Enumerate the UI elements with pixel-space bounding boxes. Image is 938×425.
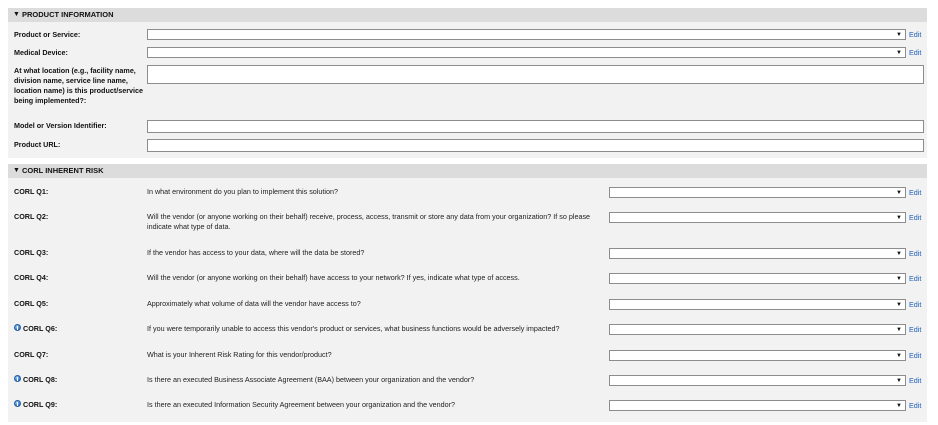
corl-q5-select[interactable] — [609, 299, 906, 310]
corl-q7-select[interactable] — [609, 350, 906, 361]
corl-q5-label: CORL Q5: — [14, 299, 49, 308]
corl-q5-text: Approximately what volume of data will the vendor have access to? — [147, 299, 361, 308]
corl-inherent-risk-title: CORL INHERENT RISK — [22, 166, 104, 175]
chevron-down-icon: ▼ — [896, 32, 902, 38]
product-or-service-edit-link[interactable]: Edit — [909, 30, 922, 39]
chevron-down-icon: ▼ — [896, 327, 902, 333]
corl-q3-text: If the vendor has access to your data, where will the data be stored? — [147, 248, 365, 257]
chevron-down-icon: ▼ — [896, 302, 902, 308]
corl-q1-text: In what environment do you plan to implement this solution? — [147, 187, 338, 196]
corl-q9-label: CORL Q9: — [23, 400, 58, 409]
corl-inherent-risk-header[interactable] — [8, 164, 927, 178]
corl-q2-select[interactable] — [609, 212, 906, 223]
corl-q8-edit-link[interactable]: Edit — [909, 376, 922, 385]
corl-q4-select[interactable] — [609, 273, 906, 284]
product-or-service-select[interactable] — [147, 29, 906, 40]
model-version-input[interactable] — [147, 120, 924, 133]
corl-q9-select[interactable] — [609, 400, 906, 411]
chevron-down-icon: ▼ — [896, 403, 902, 409]
corl-q3-edit-link[interactable]: Edit — [909, 249, 922, 258]
corl-q6-edit-link[interactable]: Edit — [909, 325, 922, 334]
corl-q2-edit-link[interactable]: Edit — [909, 213, 922, 222]
chevron-down-icon: ▼ — [896, 251, 902, 257]
corl-q5-edit-link[interactable]: Edit — [909, 300, 922, 309]
corl-q9-text: Is there an executed Information Security Agreement between your organization and the vendor? — [147, 400, 456, 409]
corl-q9-edit-link[interactable]: Edit — [909, 401, 922, 410]
triangle-down-icon[interactable]: ▼ — [13, 167, 20, 174]
chevron-down-icon: ▼ — [896, 353, 902, 359]
corl-q4-text: Will the vendor (or anyone working on their behalf) have access to your network? If yes, indicate what type of access. — [147, 273, 520, 282]
info-icon[interactable] — [14, 400, 21, 407]
corl-q6-select[interactable] — [609, 324, 906, 335]
corl-q3-select[interactable] — [609, 248, 906, 259]
product-or-service-label: Product or Service: — [14, 30, 81, 39]
product-information-title: PRODUCT INFORMATION — [22, 10, 114, 19]
corl-q2-label: CORL Q2: — [14, 212, 49, 221]
corl-q3-label: CORL Q3: — [14, 248, 49, 257]
medical-device-edit-link[interactable]: Edit — [909, 48, 922, 57]
corl-q7-label: CORL Q7: — [14, 350, 49, 359]
product-information-header[interactable] — [8, 8, 927, 22]
location-input[interactable] — [147, 65, 924, 84]
chevron-down-icon: ▼ — [896, 190, 902, 196]
location-label: At what location (e.g., facility name, division name, service line name, location name) is this product/service being implemented?: — [14, 66, 144, 105]
corl-q1-label: CORL Q1: — [14, 187, 49, 196]
corl-q1-select[interactable] — [609, 187, 906, 198]
chevron-down-icon: ▼ — [896, 50, 902, 56]
corl-q1-edit-link[interactable]: Edit — [909, 188, 922, 197]
corl-q4-edit-link[interactable]: Edit — [909, 274, 922, 283]
corl-q8-text: Is there an executed Business Associate Agreement (BAA) between your organization and the vendor? — [147, 375, 475, 384]
corl-q7-edit-link[interactable]: Edit — [909, 351, 922, 360]
model-version-label: Model or Version Identifier: — [14, 121, 107, 130]
chevron-down-icon: ▼ — [896, 276, 902, 282]
chevron-down-icon: ▼ — [896, 215, 902, 221]
corl-q6-text: If you were temporarily unable to access this vendor's product or services, what business functions would be adversely impacted? — [147, 324, 560, 333]
medical-device-label: Medical Device: — [14, 48, 68, 57]
corl-q2-text: Will the vendor (or anyone working on their behalf) receive, process, access, transmit or store any data from your organization? If so please indicate what type of data. — [147, 212, 591, 231]
chevron-down-icon: ▼ — [896, 378, 902, 384]
corl-q8-select[interactable] — [609, 375, 906, 386]
info-icon[interactable] — [14, 324, 21, 331]
product-url-input[interactable] — [147, 139, 924, 152]
corl-q4-label: CORL Q4: — [14, 273, 49, 282]
medical-device-select[interactable] — [147, 47, 906, 58]
corl-q7-text: What is your Inherent Risk Rating for this vendor/product? — [147, 350, 332, 359]
corl-q6-label: CORL Q6: — [23, 324, 58, 333]
product-url-label: Product URL: — [14, 140, 61, 149]
info-icon[interactable] — [14, 375, 21, 382]
corl-q8-label: CORL Q8: — [23, 375, 58, 384]
triangle-down-icon[interactable]: ▼ — [13, 11, 20, 18]
